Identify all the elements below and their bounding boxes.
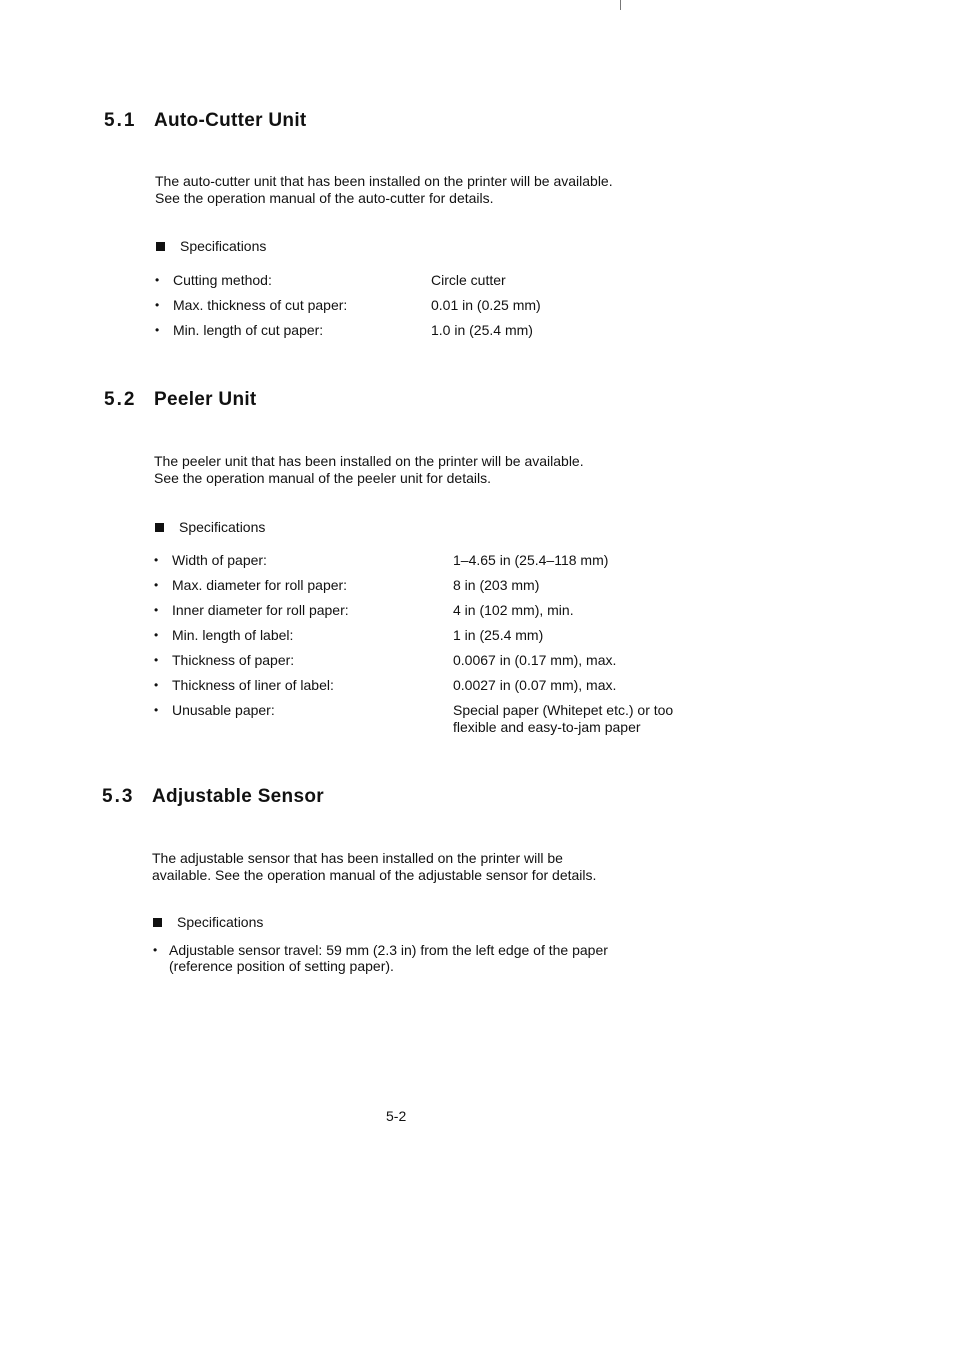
square-bullet-icon — [155, 523, 164, 532]
section-number: 5.2 — [104, 389, 137, 410]
spec-row — [155, 297, 755, 322]
spec-label: Min. length of cut paper: — [173, 322, 324, 338]
spec-row — [154, 652, 774, 677]
spec-value: 1 in (25.4 mm) — [453, 627, 544, 643]
bullet-icon: • — [154, 578, 159, 592]
section-heading — [104, 110, 307, 132]
square-bullet-icon — [153, 918, 162, 927]
spec-row — [154, 552, 774, 577]
spec-row — [155, 272, 755, 297]
spec-row — [154, 627, 774, 652]
page-number: 5-2 — [386, 1108, 407, 1124]
spec-row — [155, 322, 755, 347]
spec-label: Max. thickness of cut paper: — [173, 297, 348, 313]
bullet-icon: • — [155, 273, 160, 287]
spec-value: 1–4.65 in (25.4–118 mm) — [453, 552, 609, 568]
section-heading — [104, 389, 257, 411]
spec-label: Cutting method: — [173, 272, 272, 288]
spec-label: Min. length of label: — [172, 627, 294, 643]
spec-label: Thickness of paper: — [172, 652, 295, 668]
bullet-icon: • — [154, 703, 159, 717]
spec-heading — [155, 519, 265, 535]
spec-heading-label: Specifications — [179, 519, 266, 535]
spec-value: 0.0027 in (0.07 mm), max. — [453, 677, 617, 693]
bullet-icon: • — [154, 678, 159, 692]
spec-list — [154, 552, 774, 738]
scan-edge-mark — [620, 0, 621, 10]
spec-list — [155, 272, 755, 347]
spec-row — [154, 602, 774, 627]
spec-heading-label: Specifications — [177, 914, 264, 930]
spec-value: 8 in (203 mm) — [453, 577, 540, 593]
section-title: Peeler Unit — [154, 389, 257, 410]
spec-label: Max. diameter for roll paper: — [172, 577, 348, 593]
section-paragraph: The peeler unit that has been installed on the printer will be available. See the operation manual of the peeler unit for details. — [154, 453, 584, 486]
spec-label: Unusable paper: — [172, 702, 275, 718]
spec-value: 4 in (102 mm), min. — [453, 602, 574, 618]
section-title: Auto-Cutter Unit — [154, 110, 307, 131]
spec-label: Width of paper: — [172, 552, 267, 568]
spec-label: Inner diameter for roll paper: — [172, 602, 349, 618]
spec-row — [154, 702, 774, 738]
section-paragraph: The adjustable sensor that has been installed on the printer will be available. See the operation manual of the adjustable sensor for details. — [152, 850, 597, 883]
square-bullet-icon — [156, 242, 165, 251]
section-number: 5.1 — [104, 110, 137, 131]
spec-value: 0.01 in (0.25 mm) — [431, 297, 541, 313]
spec-item — [153, 942, 713, 976]
section-paragraph: The auto-cutter unit that has been installed on the printer will be available. See the operation manual of the auto-cutter for details. — [155, 173, 613, 206]
bullet-icon: • — [154, 553, 159, 567]
spec-heading-label: Specifications — [180, 238, 267, 254]
spec-value: 0.0067 in (0.17 mm), max. — [453, 652, 617, 668]
spec-row — [154, 677, 774, 702]
section-heading — [102, 786, 324, 808]
section-number: 5.3 — [102, 786, 135, 807]
spec-text: Adjustable sensor travel: 59 mm (2.3 in) from the left edge of the paper (reference position of setting paper). — [169, 942, 608, 974]
spec-value: 1.0 in (25.4 mm) — [431, 322, 533, 338]
bullet-icon: • — [154, 653, 159, 667]
bullet-icon: • — [153, 943, 158, 957]
bullet-icon: • — [154, 628, 159, 642]
section-title: Adjustable Sensor — [152, 786, 324, 807]
spec-heading — [153, 914, 263, 930]
bullet-icon: • — [154, 603, 159, 617]
spec-value: Special paper (Whitepet etc.) or too flexible and easy-to-jam paper — [453, 702, 674, 735]
spec-value: Circle cutter — [431, 272, 506, 288]
bullet-icon: • — [155, 298, 160, 312]
spec-row — [154, 577, 774, 602]
bullet-icon: • — [155, 323, 160, 337]
spec-label: Thickness of liner of label: — [172, 677, 334, 693]
spec-heading — [156, 238, 266, 254]
